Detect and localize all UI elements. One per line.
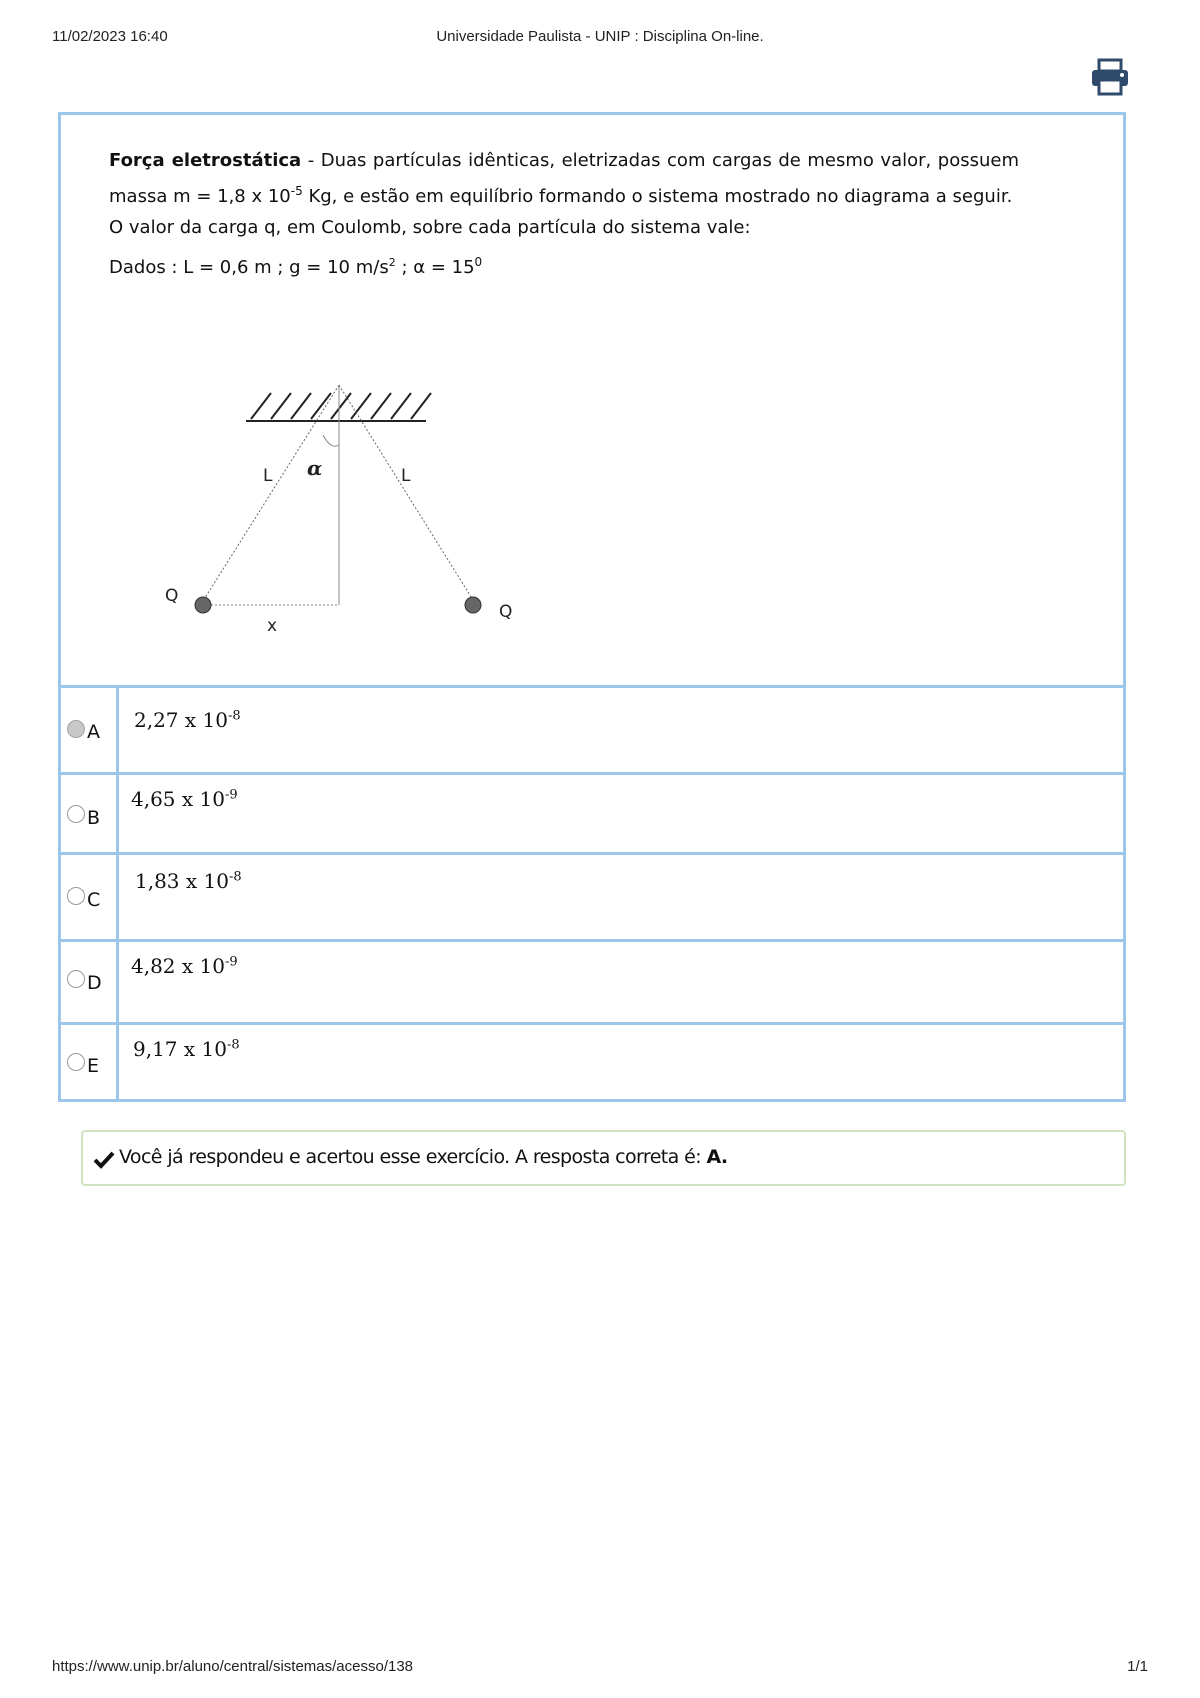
dados-suffix: ; α = 15	[395, 257, 475, 278]
dados-alpha-exponent: 0	[474, 255, 483, 269]
question-topic: Força eletrostática	[109, 150, 302, 171]
option-value	[131, 787, 238, 811]
question-text-part2: Kg, e estão em equilíbrio formando o sistema mostrado no diagrama a seguir.	[302, 186, 1013, 207]
option-value	[133, 1037, 240, 1061]
dados-g-exponent: 2	[388, 256, 396, 269]
option-value	[131, 954, 238, 978]
alpha-arc	[323, 435, 339, 446]
feedback-message: Você já respondeu e acertou esse exercício. A resposta correta é:	[119, 1146, 707, 1168]
print-datetime: 11/02/2023 16:40	[52, 28, 168, 45]
option-mantissa: 4,65 x 10	[131, 787, 225, 811]
option-mantissa: 2,27 x 10	[134, 708, 228, 732]
option-letter: B	[87, 807, 101, 829]
option-letter: D	[87, 972, 102, 994]
given-data	[109, 255, 482, 278]
radio-c[interactable]	[67, 887, 85, 905]
label-q-left: Q	[165, 586, 179, 606]
option-letter: E	[87, 1055, 100, 1077]
option-row-e[interactable]	[61, 1022, 1123, 1099]
label-l-right: L	[401, 466, 411, 486]
option-value	[134, 708, 241, 732]
feedback-answer: A.	[706, 1146, 728, 1168]
page-title: Universidade Paulista - UNIP : Disciplina On-line.	[436, 28, 764, 45]
option-exponent: -9	[224, 954, 238, 970]
option-selector-cell	[61, 775, 119, 852]
radio-e[interactable]	[67, 1053, 85, 1071]
option-row-b[interactable]	[61, 772, 1123, 852]
option-mantissa: 4,82 x 10	[131, 954, 225, 978]
radio-d[interactable]	[67, 970, 85, 988]
page-url: https://www.unip.br/aluno/central/sistemas/acesso/138	[52, 1658, 414, 1675]
particle-right	[465, 597, 481, 613]
option-exponent: -8	[228, 869, 242, 885]
option-selector-cell	[61, 855, 119, 939]
option-selector-cell	[61, 688, 119, 772]
question-text	[109, 145, 1019, 243]
label-l-left: L	[263, 466, 273, 486]
option-exponent: -9	[224, 787, 238, 803]
particle-left	[195, 597, 211, 613]
option-letter: C	[87, 889, 101, 911]
option-letter: A	[87, 721, 100, 743]
option-row-c[interactable]	[61, 852, 1123, 939]
right-string	[339, 385, 473, 600]
feedback-text	[119, 1146, 728, 1168]
label-x: x	[267, 616, 278, 636]
option-mantissa: 9,17 x 10	[133, 1037, 227, 1061]
option-mantissa: 1,83 x 10	[135, 869, 229, 893]
pendulum-diagram	[101, 295, 541, 636]
mass-exponent: -5	[290, 184, 303, 198]
label-alpha: α	[307, 456, 323, 480]
question-box	[58, 112, 1126, 1102]
feedback-box	[81, 1130, 1126, 1186]
question-text-part3: O valor da carga q, em Coulomb, sobre cada partícula do sistema vale:	[109, 217, 751, 238]
option-selector-cell	[61, 942, 119, 1022]
question-text-part1: - Duas partículas idênticas, eletrizadas com cargas de mesmo valor, possuem massa m = 1,8 x 10	[109, 150, 1019, 207]
radio-b[interactable]	[67, 805, 85, 823]
check-icon	[93, 1150, 115, 1170]
dados-prefix: Dados : L = 0,6 m ; g = 10 m/s	[109, 257, 389, 278]
label-q-right: Q	[499, 602, 513, 622]
option-selector-cell	[61, 1025, 119, 1099]
option-value	[135, 869, 242, 893]
option-row-a[interactable]	[61, 685, 1123, 772]
ceiling-hatching	[251, 393, 431, 419]
option-exponent: -8	[226, 1037, 240, 1053]
page-number: 1/1	[1127, 1658, 1148, 1675]
print-icon[interactable]	[1090, 58, 1130, 96]
radio-a[interactable]	[67, 720, 85, 738]
option-exponent: -8	[227, 708, 241, 724]
option-row-d[interactable]	[61, 939, 1123, 1022]
